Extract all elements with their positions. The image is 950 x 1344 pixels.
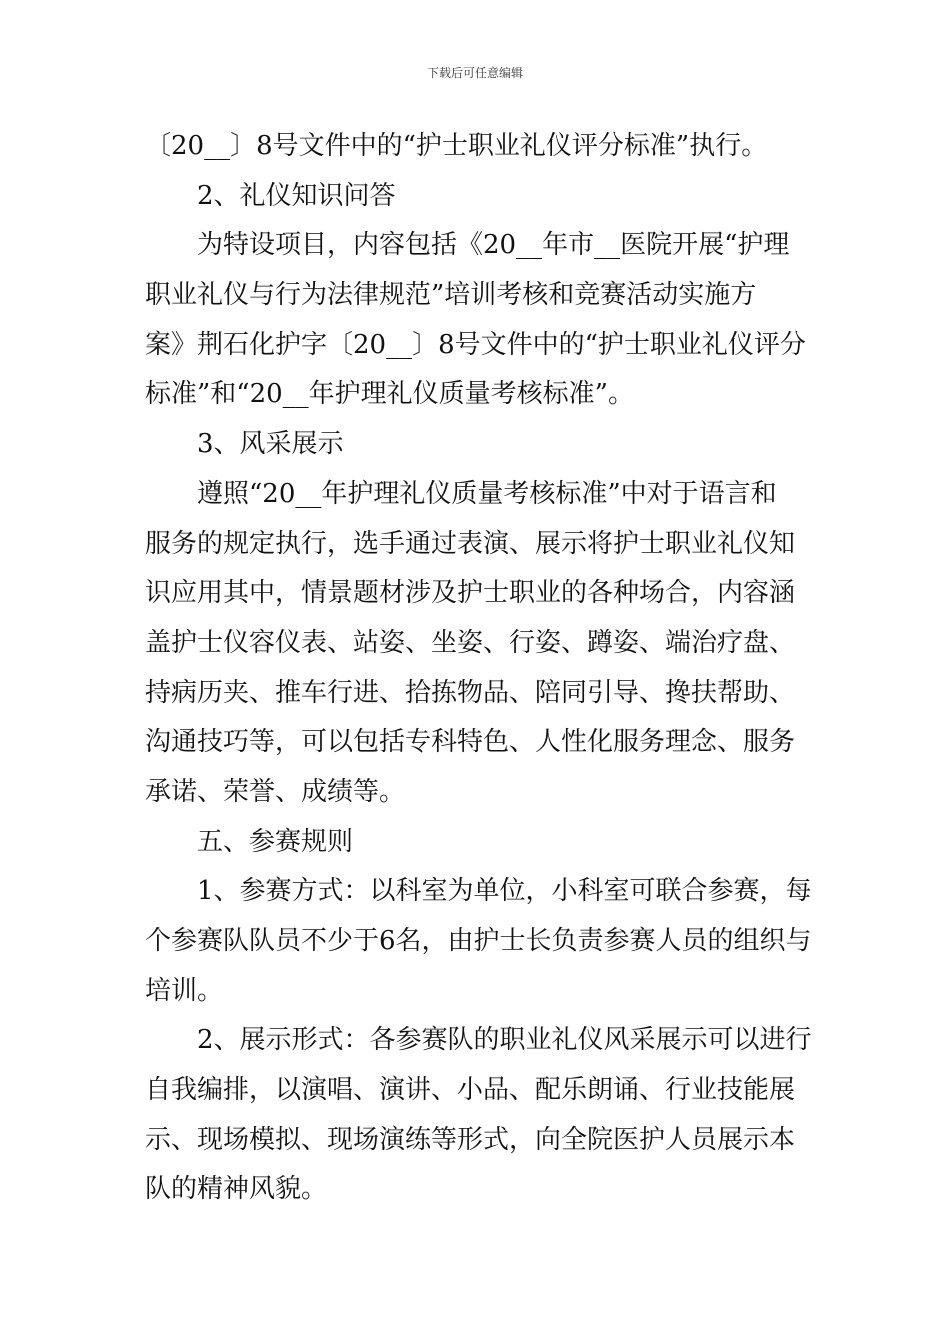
text-line: 2、展示形式：各参赛队的职业礼仪风采展示可以进行: [197, 1025, 812, 1056]
text-line: 示、现场模拟、现场演练等形式，向全院医护人员展示本: [145, 1124, 796, 1155]
text-line: 3、风采展示: [197, 429, 344, 460]
text-line: 为特设项目，内容包括《20__年市__医院开展“护理: [197, 230, 790, 261]
text-line: 培训。: [145, 975, 224, 1006]
page-header: 下载后可任意编辑: [426, 66, 523, 80]
text-line: 盖护士仪容仪表、站姿、坐姿、行姿、蹲姿、端治疗盘、: [145, 627, 796, 658]
text-line: 遵照“20__年护理礼仪质量考核标准”中对于语言和: [197, 478, 777, 509]
body-text: [145, 122, 815, 1215]
text-line: 〔20__〕8号文件中的“护士职业礼仪评分标准”执行。: [145, 131, 768, 161]
text-line: 案》荆石化护字〔20__〕8号文件中的“护士职业礼仪评分: [145, 329, 806, 360]
text-line: 沟通技巧等，可以包括专科特色、人性化服务理念、服务: [145, 727, 796, 758]
text-line: 持病历夹、推车行进、拾拣物品、陪同引导、搀扶帮助、: [145, 677, 796, 708]
text-line: 2、礼仪知识问答: [197, 180, 396, 211]
text-line: 职业礼仪与行为法律规范”培训考核和竞赛活动实施方: [145, 280, 757, 311]
text-line: 自我编排，以演唱、演讲、小品、配乐朗诵、行业技能展: [145, 1075, 796, 1106]
text-line: 1、参赛方式：以科室为单位，小科室可联合参赛，每: [197, 876, 812, 907]
text-line: 队的精神风貌。: [145, 1174, 328, 1205]
text-line: 个参赛队队员不少于6名，由护士长负责参赛人员的组织与: [145, 926, 812, 956]
text-line: 识应用其中，情景题材涉及护士职业的各种场合，内容涵: [145, 578, 796, 609]
text-line: 五、参赛规则: [197, 826, 354, 857]
text-line: 承诺、荣誉、成绩等。: [145, 776, 406, 807]
text-line: 服务的规定执行，选手通过表演、展示将护士职业礼仪知: [145, 528, 796, 559]
text-line: 标准”和“20__年护理礼仪质量考核标准”。: [145, 379, 634, 410]
